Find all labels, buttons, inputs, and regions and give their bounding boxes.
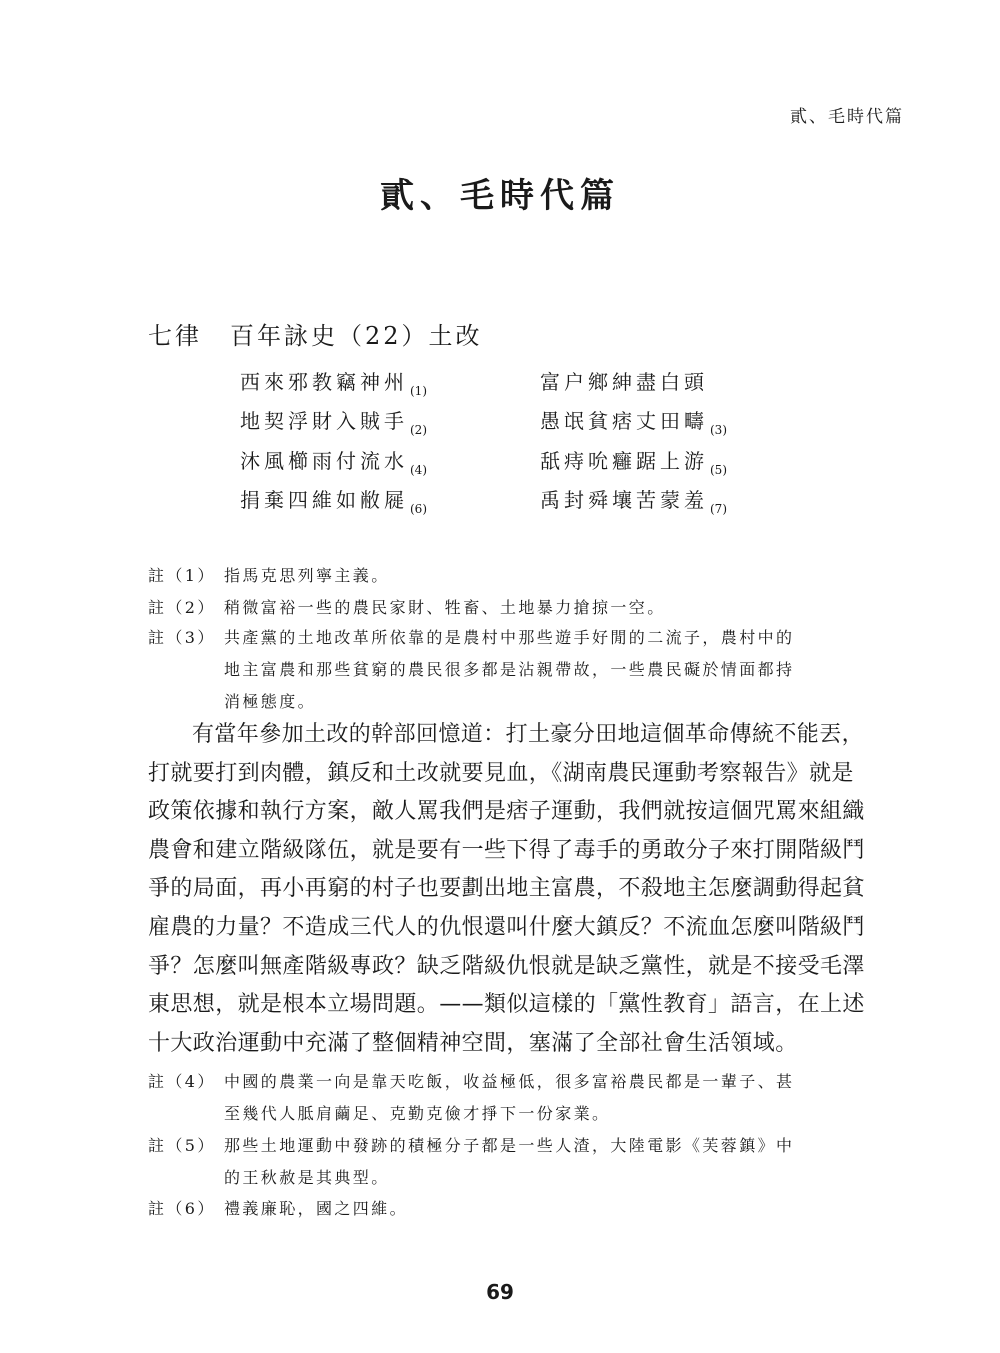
footnote-label: 註（6） (148, 1199, 216, 1218)
footnote: 註（5） 那些土地運動中發跡的積極分子都是一些人渣，大陸電影《芙蓉鎮》中 的王秋赦是其典型。 (148, 1130, 888, 1194)
poem-name: 百年詠史（22）土改 (230, 322, 483, 350)
footnote: 註（1） 指馬克思列寧主義。 (148, 560, 888, 592)
footnote-label: 註（3） (148, 628, 216, 647)
footnote: 註（2） 稍微富裕一些的農民家財、牲畜、土地暴力搶掠一空。 (148, 592, 888, 624)
poem-line: 沐風櫛雨付流水 $_{(4)}$ (240, 449, 427, 477)
chapter-title: 貳、毛時代篇 (380, 176, 620, 216)
poem-title (148, 316, 483, 351)
running-header: 貳、毛時代篇 (790, 107, 904, 127)
body-paragraph: 有當年參加土改的幹部回憶道：打土豪分田地這個革命傳統不能丟， 打就要打到肉體，鎮反和土改就要見血，《湖南農民運動考察報告》就是 政策依據和執行方案，敵人罵我們是痞子運動，我們就按這個咒罵來組織 農會和建立階級隊伍，就是要有一些下得了毒手的勇敢分子來打開階級鬥 爭的局面，再小再窮的村子也要劃出地主富農，不殺地主怎麼調動得起貧 雇農的力量？不造成三代人的仇恨還叫什麼大鎮反？不流血怎麼叫階級鬥 爭？怎麼叫無產階級專政？缺乏階級仇恨就是缺乏黨性，就是不接受毛澤 東思想，就是根本立場問題。——類似這樣的「黨性教育」語言，在上述 十大政治運動中充滿了整個精神空間，塞滿了全部社會生活領域。 (148, 722, 865, 1056)
footnote: 註（6） 禮義廉恥，國之四維。 (148, 1193, 888, 1225)
poem-line: 富户鄉紳盡白頭 (540, 370, 708, 394)
poem-line: 西來邪教竊神州 $_{(1)}$ (240, 370, 427, 398)
footnote-label: 註（5） (148, 1136, 216, 1155)
poem-line: 地契浮財入賊手 $_{(2)}$ (240, 409, 427, 437)
poem-line: 捐棄四維如敝屣 $_{(6)}$ (240, 488, 427, 516)
poem-line: 愚氓貧痞丈田疇 $_{(3)}$ (540, 409, 727, 437)
poem-form: 七律 (148, 322, 202, 350)
poem-line: 禹封舜壤苦蒙羞 $_{(7)}$ (540, 488, 727, 516)
footnote: 註（3） 共產黨的土地改革所依靠的是農村中那些遊手好閒的二流子，農村中的 地主富農和那些貧窮的農民很多都是沾親帶故，一些農民礙於情面都持 消極態度。 (148, 622, 888, 718)
footnote-label: 註（2） (148, 598, 216, 617)
footnote-label: 註（1） (148, 566, 216, 585)
poem-line: 舐痔吮癰踞上游 $_{(5)}$ (540, 449, 727, 477)
footnote-label: 註（4） (148, 1072, 216, 1091)
page-number: 69 (486, 1280, 514, 1304)
footnote: 註（4） 中國的農業一向是靠天吃飯，收益極低，很多富裕農民都是一輩子、甚 至幾代人胝肩繭足、克勤克儉才掙下一份家業。 (148, 1066, 888, 1130)
